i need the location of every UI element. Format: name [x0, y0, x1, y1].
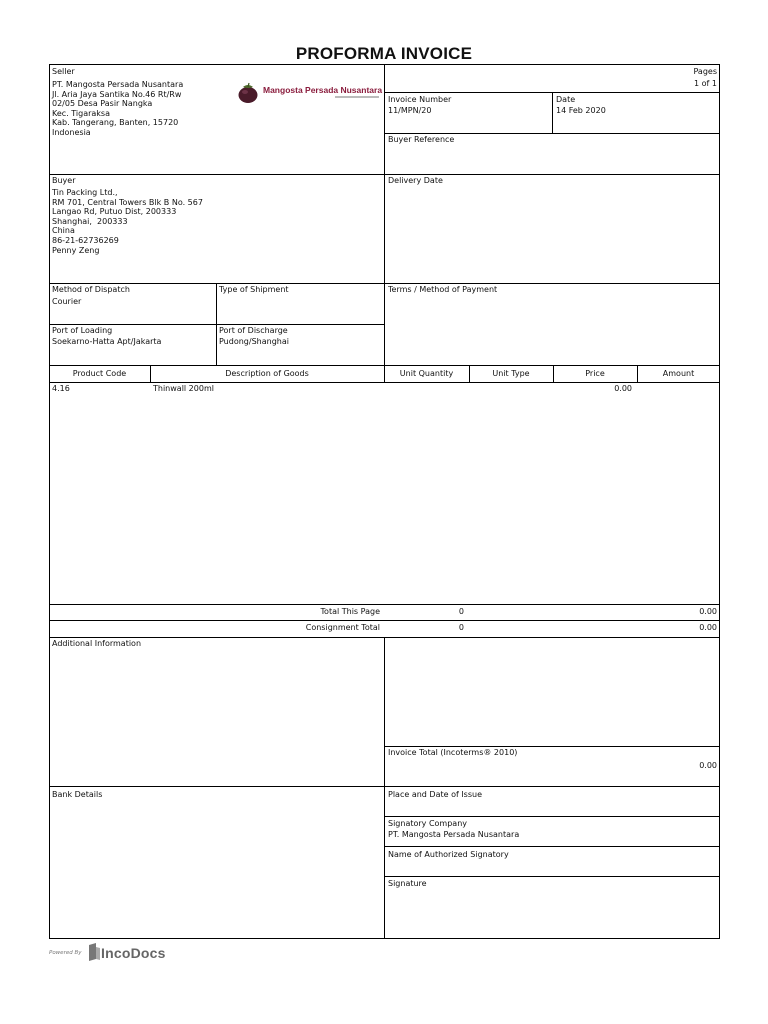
powered-by-text: Powered By [49, 950, 82, 956]
table-header-bottom [49, 382, 720, 383]
invoice-total-value: 0.00 [699, 761, 717, 770]
row-product-code: 4.16 [52, 384, 70, 393]
delivery-date-label: Delivery Date [388, 176, 443, 185]
divider [552, 92, 553, 133]
logo-tagline [335, 96, 379, 98]
consignment-total-qty: 0 [458, 623, 464, 632]
consignment-total-amount: 0.00 [699, 623, 717, 632]
invoice-number-value: 11/MPN/20 [388, 106, 432, 115]
powered-by-footer[interactable] [49, 942, 249, 964]
pages-value: 1 of 1 [694, 79, 717, 88]
col-header-unit-type: Unit Type [492, 369, 530, 378]
buyer-reference-label: Buyer Reference [388, 135, 455, 144]
company-logo [237, 82, 382, 104]
signatory-company-value: PT. Mangosta Persada Nusantara [388, 830, 520, 839]
shipment-type-label: Type of Shipment [219, 285, 289, 294]
divider [49, 604, 720, 605]
port-loading-label: Port of Loading [52, 326, 113, 335]
page-title: PROFORMA INVOICE [295, 44, 473, 63]
port-discharge-value: Pudong/Shanghai [219, 337, 289, 346]
date-label: Date [556, 95, 576, 104]
additional-info-label: Additional Information [52, 639, 142, 648]
row-price: 0.00 [614, 384, 632, 393]
total-page-label: Total This Page [320, 607, 380, 616]
buyer-label: Buyer [52, 176, 76, 185]
divider [49, 283, 720, 284]
col-header-description: Description of Goods [225, 369, 309, 378]
pages-label: Pages [693, 67, 717, 76]
col-header-amount: Amount [662, 369, 695, 378]
divider [384, 133, 720, 134]
signatory-company-label: Signatory Company [388, 819, 468, 828]
center-divider-bottom [384, 637, 385, 939]
bank-details-label: Bank Details [52, 790, 103, 799]
divider [384, 746, 720, 747]
port-loading-value: Soekarno-Hatta Apt/Jakarta [52, 337, 162, 346]
divider [49, 174, 720, 175]
incodocs-icon [87, 943, 101, 961]
seller-address: PT. Mangosta Persada Nusantara Jl. Aria Jaya Santika No.46 Rt/Rw 02/05 Desa Pasir Nangka Kec. Tigaraksa Kab. Tangerang, Banten, 15720 Indonesia [52, 80, 184, 137]
col-header-price: Price [585, 369, 605, 378]
buyer-address: Tin Packing Ltd., RM 701, Central Towers Blk B No. 567 Langao Rd, Putuo Dist, 200333 Shanghai, 200333 China 86-21-62736269 Penny Zeng [52, 188, 203, 255]
divider [384, 846, 720, 847]
place-date-issue-label: Place and Date of Issue [388, 790, 483, 799]
seller-label: Seller [52, 67, 75, 76]
row-description: Thinwall 200ml [153, 384, 214, 393]
logo-text: Mangosta Persada Nusantara [263, 85, 383, 95]
invoice-number-label: Invoice Number [388, 95, 452, 104]
divider [49, 786, 720, 787]
port-discharge-label: Port of Discharge [219, 326, 288, 335]
authorized-signatory-label: Name of Authorized Signatory [388, 850, 509, 859]
dispatch-value: Courier [52, 297, 82, 306]
consignment-total-label: Consignment Total [305, 623, 380, 632]
dispatch-label: Method of Dispatch [52, 285, 130, 294]
terms-label: Terms / Method of Payment [388, 285, 498, 294]
date-value: 14 Feb 2020 [556, 106, 606, 115]
signature-label: Signature [388, 879, 427, 888]
center-divider-top [384, 64, 385, 365]
col-header-product-code: Product Code [72, 369, 127, 378]
col-header-quantity: Unit Quantity [399, 369, 454, 378]
divider [384, 816, 720, 817]
total-page-amount: 0.00 [699, 607, 717, 616]
divider [49, 620, 720, 621]
total-page-qty: 0 [458, 607, 464, 616]
mangosteen-icon [237, 82, 261, 104]
divider [384, 876, 720, 877]
invoice-total-label: Invoice Total (Incoterms® 2010) [388, 748, 518, 757]
incodocs-brand: IncoDocs [101, 945, 166, 961]
divider [49, 324, 384, 325]
